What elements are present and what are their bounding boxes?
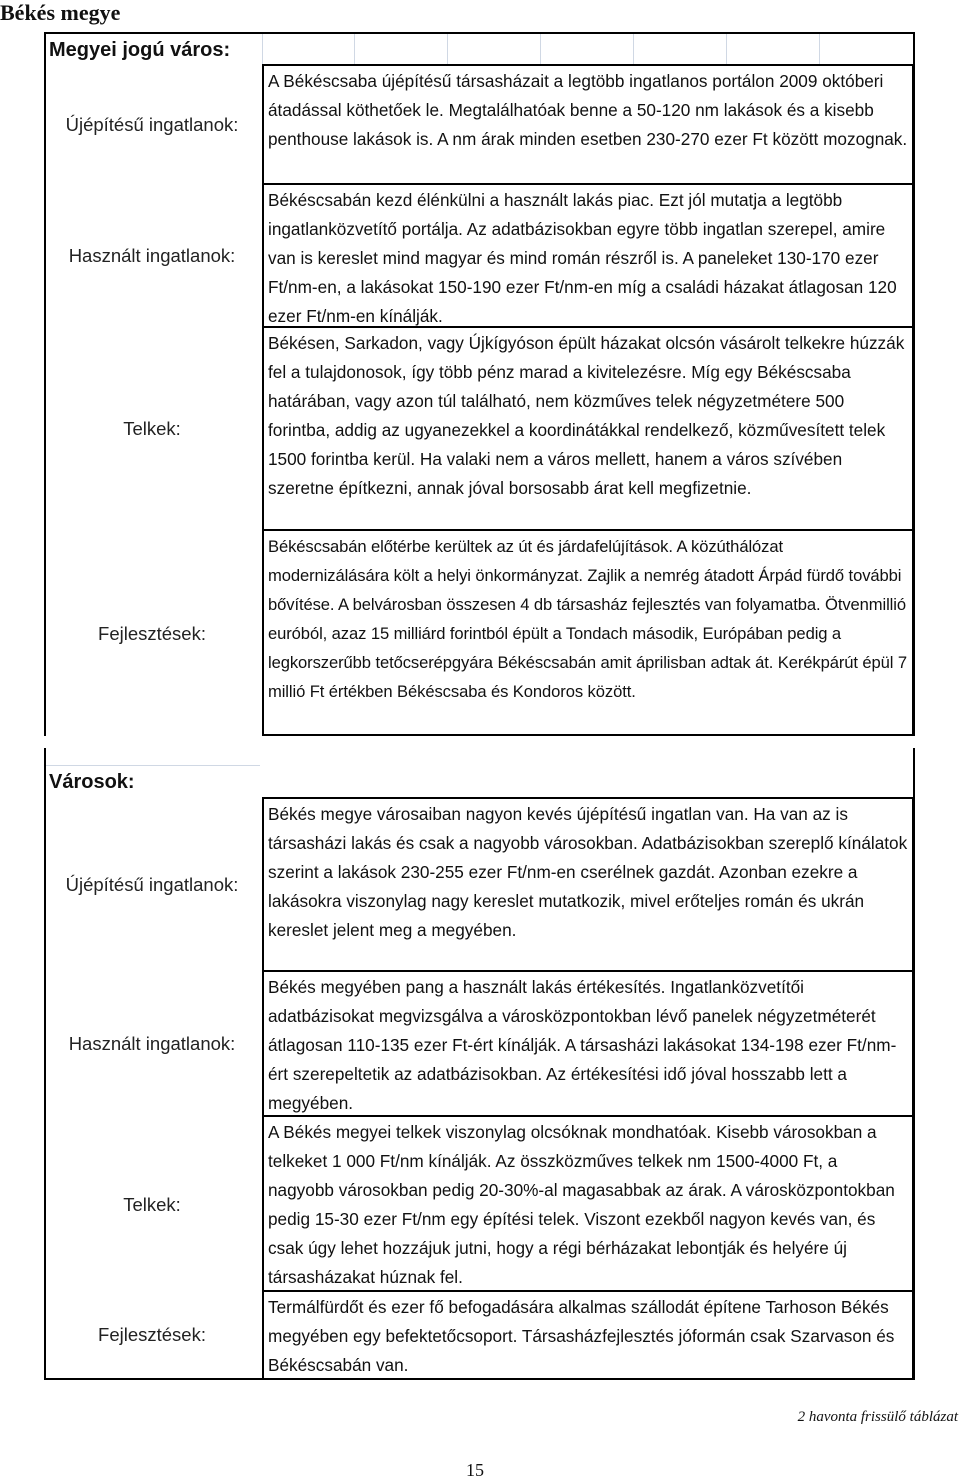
text-town-new-build: Békés megye városaiban nagyon kevés újépítésű ingatlan van. Ha van az is társasházi lakás és csak a nagyobb városokban. Adatbázisokban szereplő kínálatok szerint a lakások 230-255 ezer Ft/nm-en cserélnek gazdát. Azonban ezekre a lakásokra viszonylag nagy kereslet mutatkozik, mivel erőteljes román és ukrán kereslet jelent meg a megyében. [262,797,914,972]
text-town-used: Békés megyében pang a használt lakás értékesítés. Ingatlanközvetítői adatbázisokat megvizsgálva a városközpontokban lévő panelek négyzetméterét átlagosan 110-135 ezer Ft-ért kínálják. A társasházi lakásokat 134-198 ezer Ft/nm-ért szerepeltetik az adatbázisokban. Az értékesítési idő jóval hosszabb lett a megyében. [262,970,914,1117]
label-town-new-build: Újépítésű ingatlanok: [65,874,239,895]
text-plots: Békésen, Sarkadon, vagy Újkígyóson épült házakat olcsón vásárolt telkekre húzzák fel a tulajdonosok, így több pénz marad a kivitelezésre. Míg egy Békéscsaba határában, vagy azon túl található, nem közműves telek négyzetmétere 500 forintba, addig az ugyanezekkel a koordinátákkal rendelkező, közművesített telek 1500 forintba kerül. Ha valaki nem a város mellett, hanem a város szívében szeretne építkezni, annak jóval borsosabb árat kell megfizetnie. [262,326,914,531]
section-heading-county-city: Megyei jogú város: [49,39,231,61]
page-title: Békés megye [0,0,121,25]
footnote: 2 havonta frissülő táblázat [797,1409,958,1425]
page-number: 15 [466,1460,484,1480]
text-town-plots: A Békés megyei telkek viszonylag olcsóknak mondhatóak. Kisebb városokban a telkeket 1 000 Ft/nm kínálják. Az összközműves telkek nm 1500-4000 Ft, a nagyobb városokban pedig 20-30%-al magasabbak az árak. A városközpontokban pedig 15-30 ezer Ft/nm egy építési telek. Viszont ezekből nagyon kevés van, és csak úgy lehet hozzájuk jutni, hogy a régi bérházakat lebontják és helyére új társasházakat húznak fel. [262,1115,914,1292]
label-developments: Fejlesztések: [98,622,206,644]
label-town-developments: Fejlesztések: [98,1324,206,1345]
text-used: Békéscsabán kezd élénkülni a használt lakás piac. Ezt jól mutatja a legtöbb ingatlanközvetítő portálja. Az adatbázisokban egyre több ingatlan szerepel, amire van is kereslet mind magyar és mind román részről is. A paneleket 130-170 ezer Ft/nm-en, a lakásokat 150-190 ezer Ft/nm-en míg a családi házakat átlagosan 120 ezer Ft/nm-en kínálják. [262,183,914,328]
label-plots: Telkek: [123,418,181,439]
label-town-used: Használt ingatlanok: [68,1033,236,1054]
text-developments: Békéscsabán előtérbe kerültek az út és járdafelújítások. A közúthálózat modernizálására költ a helyi önkormányzat. Zajlik a nemrég átadott Árpád fürdő további bővítése. A belvárosban összesen 4 db társasház fejlesztés van folyamatba. Ötvenmillió euróból, azaz 15 milliárd forintból épült a Tondach második, Európában pedig a legkorszerűbb tetőcserépgyára Békéscsabán amit áprilisban adtak át. Kerékpárút épül 7 millió Ft értékben Békéscsaba és Kondoros között. [262,529,914,736]
text-new-build: A Békéscsaba újépítésű társasházait a legtöbb ingatlanos portálon 2009 októberi átadással köthetőek le. Megtalálhatóak benne a 50-120 nm lakások és a kisebb penthouse lakások is. A nm árak minden esetben 230-270 ezer Ft között mozognak. [262,64,914,185]
label-used: Használt ingatlanok: [68,245,236,266]
label-town-plots: Telkek: [123,1193,181,1215]
section-heading-towns: Városok: [49,771,135,793]
text-town-developments: Termálfürdőt és ezer fő befogadására alkalmas szállodát építene Tarhoson Békés megyében egy befektetőcsoport. Társasházfejlesztés jóformán csak Szarvason és Békéscsabán van. [262,1290,914,1380]
label-new-build: Újépítésű ingatlanok: [65,114,239,135]
